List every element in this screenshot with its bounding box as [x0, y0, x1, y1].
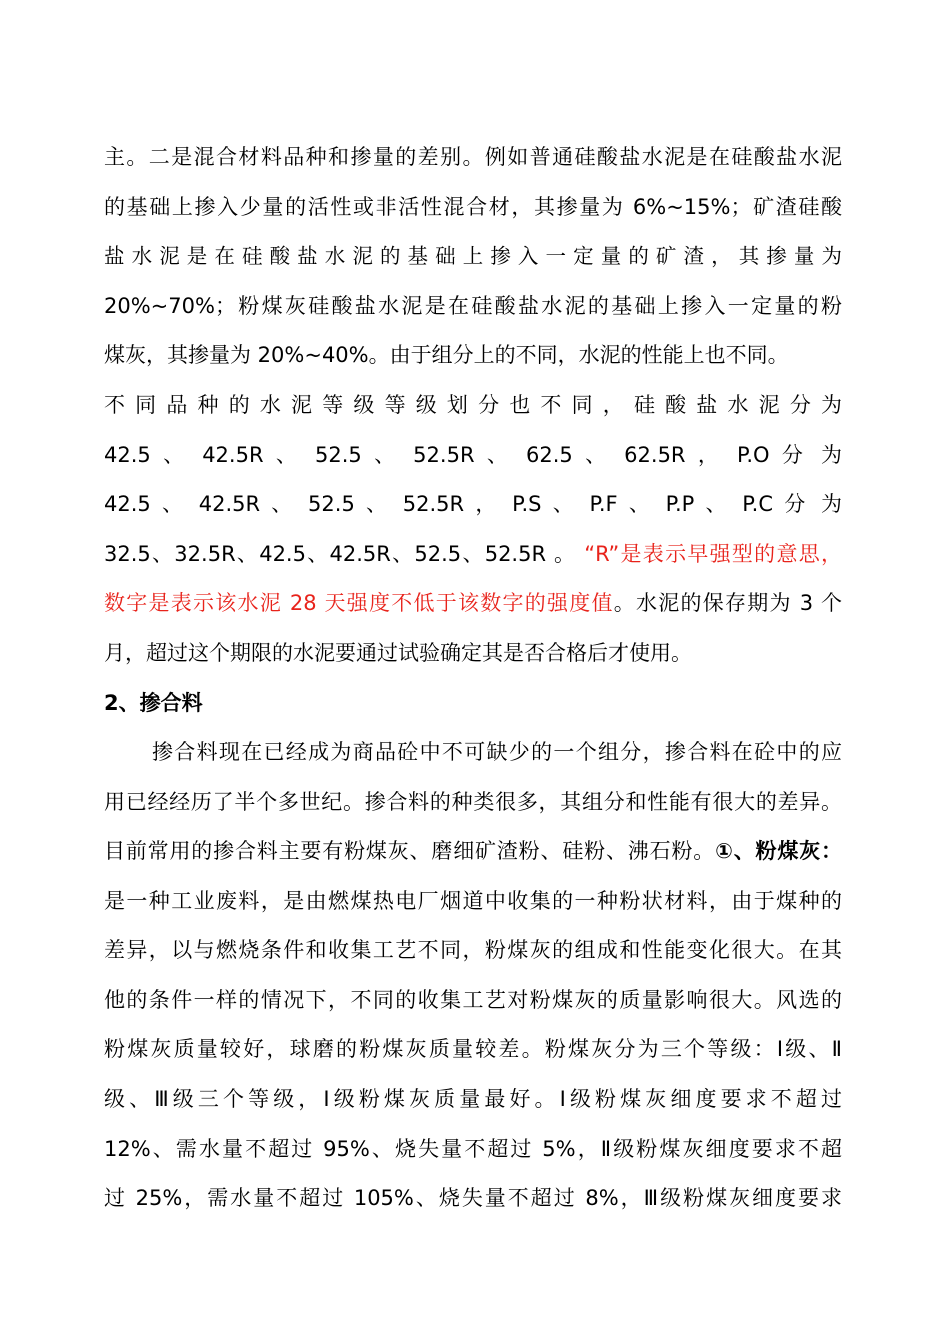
paragraph-line: 20%~70%；粉煤灰硅酸盐水泥是在硅酸盐水泥的基础上掺入一定量的粉	[104, 294, 842, 318]
subheading-fly-ash: ①、粉煤灰：	[715, 839, 842, 863]
paragraph-line: 用已经经历了半个多世纪。掺合料的种类很多，其组分和性能有很大的差异。	[104, 790, 842, 814]
paragraph-line: 主。二是混合材料品种和掺量的差别。例如普通硅酸盐水泥是在硅酸盐水泥	[104, 145, 842, 169]
section-heading	[104, 685, 842, 721]
paragraph-line: 盐 水 泥 是 在 硅 酸 盐 水 泥 的 基 础 上 掺 入 一 定 量 的 矿 渣 ， 其 掺 量 为	[104, 244, 842, 268]
paragraph-line: 月，超过这个期限的水泥要通过试验确定其是否合格后才使用。	[104, 641, 692, 665]
storage-text: 。水泥的保存期为 3 个	[613, 591, 842, 615]
paragraph-line: 差异，以与燃烧条件和收集工艺不同，粉煤灰的组成和性能变化很大。在其	[104, 938, 842, 962]
highlighted-definition: “R”是表示早强型的意思，	[584, 542, 843, 566]
paragraph-line: 过 25%，需水量不超过 105%、烧失量不超过 8%，Ⅲ级粉煤灰细度要求	[104, 1186, 842, 1210]
paragraph-line: 他的条件一样的情况下，不同的收集工艺对粉煤灰的质量影响很大。风选的	[104, 988, 842, 1012]
paragraph-line: 粉煤灰质量较好，球磨的粉煤灰质量较差。粉煤灰分为三个等级：Ⅰ级、Ⅱ	[104, 1037, 842, 1061]
grade-list-text: 32.5、32.5R、42.5、42.5R、52.5、52.5R 。	[104, 542, 585, 566]
paragraph-line: 42.5 、 42.5R 、 52.5 、 52.5R 、 62.5 、 62.5R ， P.O 分 为	[104, 443, 842, 467]
paragraph-line: 掺合料现在已经成为商品砼中不可缺少的一个组分，掺合料在砼中的应	[152, 740, 842, 764]
paragraph-line: 12%、需水量不超过 95%、烧失量不超过 5%，Ⅱ级粉煤灰细度要求不超	[104, 1137, 842, 1161]
paragraph-line: 42.5 、 42.5R 、 52.5 、 52.5R ， P.S 、 P.F 、 P.P 、 P.C 分 为	[104, 492, 842, 516]
paragraph-line: 的基础上掺入少量的活性或非活性混合材，其掺量为 6%~15%；矿渣硅酸	[104, 195, 842, 219]
paragraph-line: 级、Ⅲ级三个等级，Ⅰ级粉煤灰质量最好。Ⅰ级粉煤灰细度要求不超过	[104, 1087, 842, 1111]
paragraph-line: 是一种工业废料，是由燃煤热电厂烟道中收集的一种粉状材料，由于煤种的	[104, 889, 842, 913]
highlighted-definition: 数字是表示该水泥 28 天强度不低于该数字的强度值	[104, 591, 614, 615]
paragraph-line: 不 同 品 种 的 水 泥 等 级 等 级 划 分 也 不 同 ， 硅 酸 盐 水 泥 分 为	[104, 393, 842, 417]
paragraph-line: 煤灰，其掺量为 20%~40%。由于组分上的不同，水泥的性能上也不同。	[104, 343, 789, 367]
paragraph-line	[104, 833, 842, 869]
paragraph-line	[104, 536, 842, 572]
paragraph-line	[104, 585, 842, 621]
admixture-list-text: 目前常用的掺合料主要有粉煤灰、磨细矿渣粉、硅粉、沸石粉。	[104, 839, 716, 863]
section-heading-text: 2、掺合料	[104, 691, 203, 715]
